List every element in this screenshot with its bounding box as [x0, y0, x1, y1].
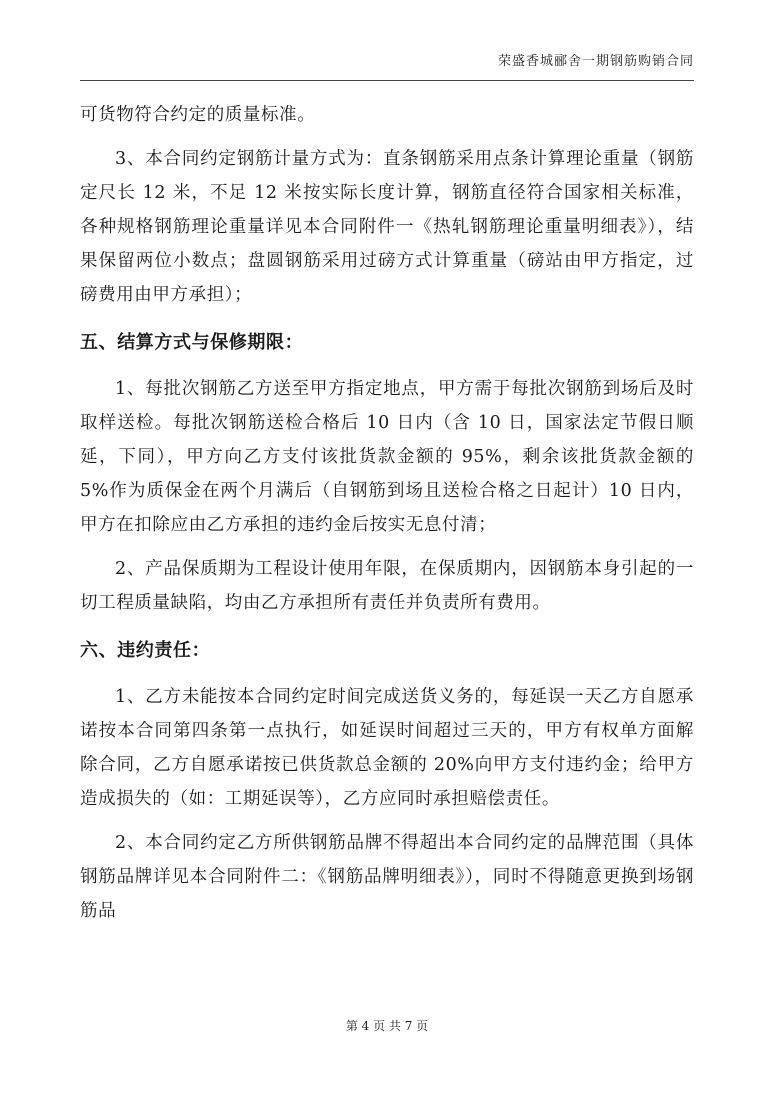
document-body	[80, 98, 694, 938]
paragraph-payment: 1、每批次钢筋乙方送至甲方指定地点，甲方需于每批次钢筋到场后及时取样送检。每批次钢筋送检合格后 10 日内（含 10 日，国家法定节假日顺延，下同），甲方向乙方支付该批货款金额的 95%，剩余该批货款金额的 5%作为质保金在两个月满后（自钢筋到场且送检合格之日起计）10 日内，甲方在扣除应由乙方承担的违约金后按实无息付清；	[80, 379, 694, 535]
section-heading-liability: 六、违约责任：	[80, 640, 211, 661]
page-header: 荣盛香城郦舍一期钢筋购销合同	[497, 54, 694, 69]
section-heading-settlement: 五、结算方式与保修期限：	[80, 332, 304, 353]
paragraph-delay-penalty: 1、乙方未能按本合同约定时间完成送货义务的，每延误一天乙方自愿承诺按本合同第四条第一点执行，如延误时间超过三天的，甲方有权单方面解除合同，乙方自愿承诺按已供货款总金额的 20%向甲方支付违约金；给甲方造成损失的（如：工期延误等），乙方应同时承担赔偿责任。	[80, 687, 694, 809]
header-divider	[80, 80, 694, 81]
paragraph-warranty: 2、产品保质期为工程设计使用年限，在保质期内，因钢筋本身引起的一切工程质量缺陷，均由乙方承担所有责任并负责所有费用。	[80, 559, 694, 613]
page-number: 第 4 页 共 7 页	[345, 1019, 429, 1033]
paragraph-measurement: 3、本合同约定钢筋计量方式为：直条钢筋采用点条计算理论重量（钢筋定尺长 12 米，不足 12 米按实际长度计算，钢筋直径符合国家相关标准，各种规格钢筋理论重量详见本合同附件一《热轧钢筋理论重量明细表》），结果保留两位小数点；盘圆钢筋采用过磅方式计算重量（磅站由甲方指定，过磅费用由甲方承担）；	[80, 149, 694, 305]
paragraph-brand: 2、本合同约定乙方所供钢筋品牌不得超出本合同约定的品牌范围（具体钢筋品牌详见本合同附件二：《钢筋品牌明细表》），同时不得随意更换到场钢筋品	[80, 833, 694, 921]
paragraph-continuation: 可货物符合约定的质量标准。	[80, 105, 316, 125]
